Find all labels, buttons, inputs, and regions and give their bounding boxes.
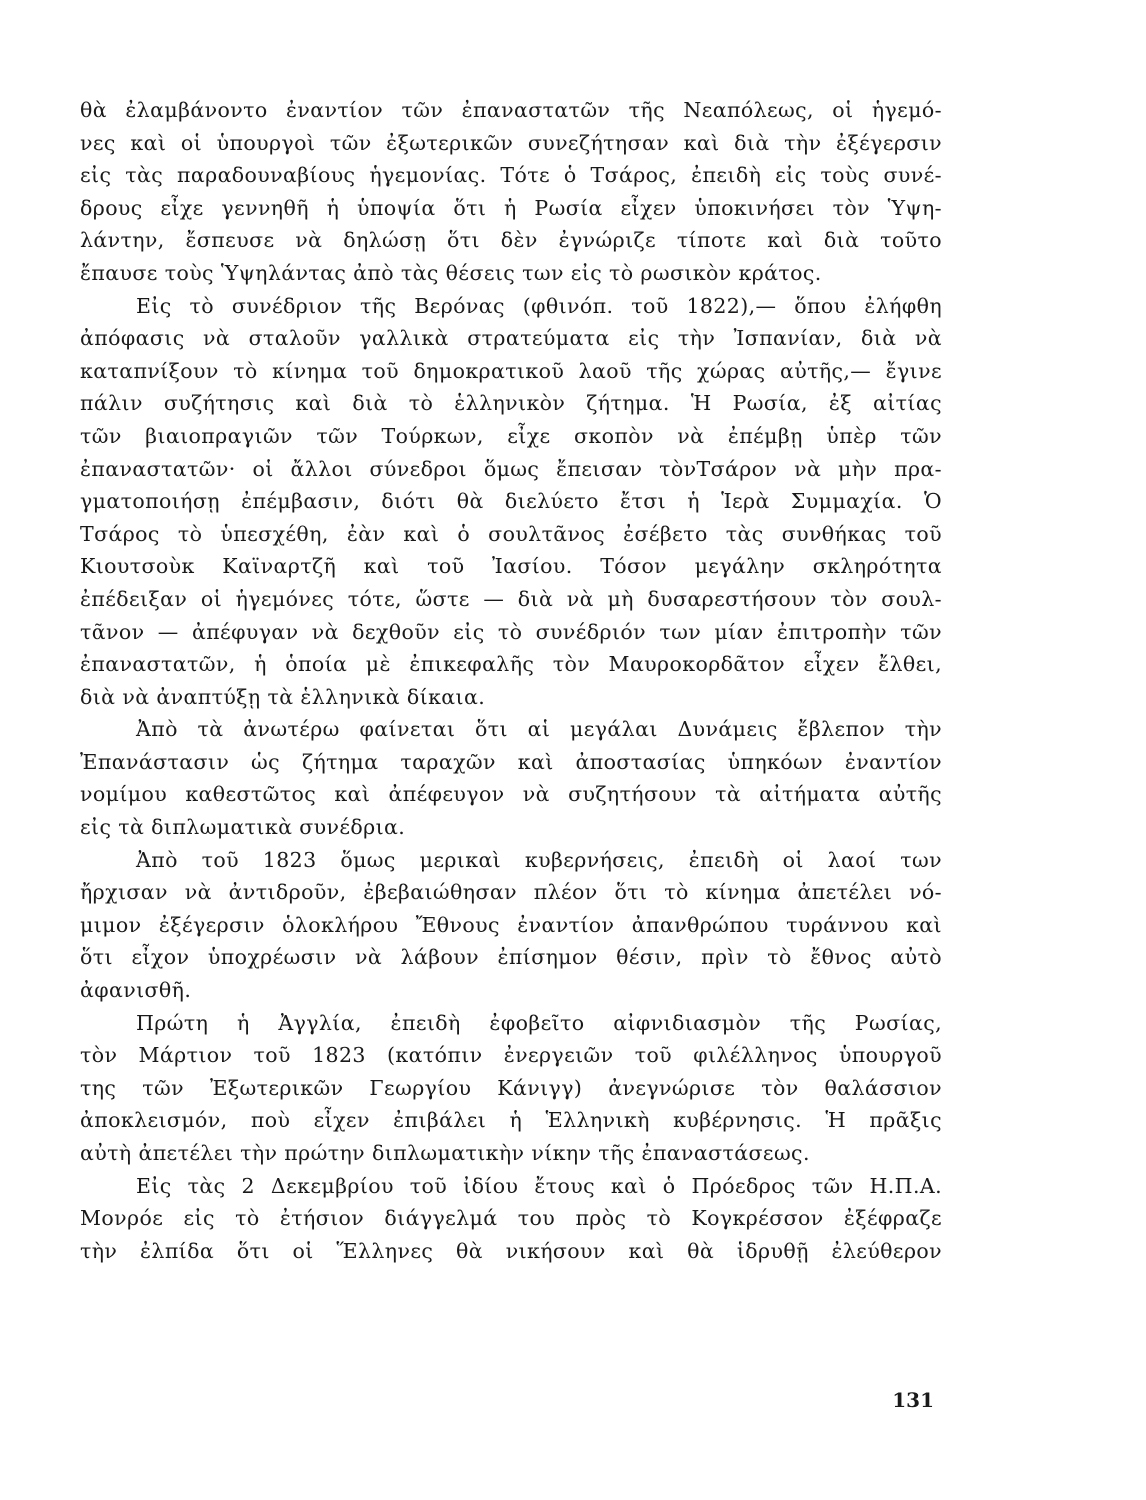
text-line: καταπνίξουν τὸ κίνημα τοῦ δημοκρατικοῦ λαοῦ τῆς χώρας αὐτῆς,— ἔγινε bbox=[80, 358, 942, 383]
text-line: εἰς τὰ διπλωματικὰ συνέδρια. bbox=[80, 815, 406, 840]
paragraph-start: Ἀπὸ τοῦ 1823 ὅμως μερικαὶ κυβερνήσεις, ἐπειδὴ οἱ λαοί των bbox=[136, 847, 942, 872]
text-line: ἔπαυσε τοὺς Ὑψηλάντας ἀπὸ τὰς θέσεις των εἰς τὸ ρωσικὸν κράτος. bbox=[80, 260, 822, 285]
text-line: τὴν ἐλπίδα ὅτι οἱ Ἕλληνες θὰ νικήσουν καὶ θὰ ἱδρυθῇ ἐλεύθερον bbox=[80, 1238, 942, 1263]
text-line: ὅτι εἶχον ὑποχρέωσιν νὰ λάβουν ἐπίσημον θέσιν, πρὶν τὸ ἔθνος αὐτὸ bbox=[80, 945, 942, 970]
text-line: Ἐπανάστασιν ὡς ζήτημα ταραχῶν καὶ ἀποστασίας ὑπηκόων ἐναντίον bbox=[80, 749, 942, 774]
text-line: αὐτὴ ἀπετέλει τὴν πρώτην διπλωματικὴν νίκην τῆς ἐπαναστάσεως. bbox=[80, 1141, 810, 1165]
paragraph-start: Εἰς τὰς 2 Δεκεμβρίου τοῦ ἰδίου ἔτους καὶ ὁ Πρόεδρος τῶν Η.Π.Α. bbox=[136, 1173, 942, 1198]
paragraph-start: Ἀπὸ τὰ ἀνωτέρω φαίνεται ὅτι αἱ μεγάλαι Δυνάμεις ἔβλεπον τὴν bbox=[136, 717, 942, 742]
text-line: γματοποιήσῃ ἐπέμβασιν, διότι θὰ διελύετο ἔτσι ἡ Ἱερὰ Συμμαχία. Ὁ bbox=[80, 489, 942, 514]
text-line: Τσάρος τὸ ὑπεσχέθη, ἐὰν καὶ ὁ σουλτᾶνος ἐσέβετο τὰς συνθήκας τοῦ bbox=[80, 521, 942, 546]
text-line: Μονρόε εἰς τὸ ἐτήσιον διάγγελμά του πρὸς τὸ Κογκρέσσον ἐξέφραζε bbox=[80, 1206, 942, 1231]
text-line: μιμον ἐξέγερσιν ὁλοκλήρου Ἔθνους ἐναντίον ἀπανθρώπου τυράννου καὶ bbox=[80, 912, 942, 937]
text-line: τῶν βιαιοπραγιῶν τῶν Τούρκων, εἶχε σκοπὸν νὰ ἐπέμβῃ ὑπὲρ τῶν bbox=[80, 423, 942, 448]
text-line: ἀποκλεισμόν, ποὺ εἶχεν ἐπιβάλει ἡ Ἑλληνικὴ κυβέρνησις. Ἡ πρᾶξις bbox=[80, 1108, 942, 1133]
paragraph-start: Πρώτη ἡ Ἀγγλία, ἐπειδὴ ἐφοβεῖτο αἰφνιδιασμὸν τῆς Ρωσίας, bbox=[136, 1010, 942, 1035]
text-line: διὰ νὰ ἀναπτύξῃ τὰ ἑλληνικὰ δίκαια. bbox=[80, 684, 486, 709]
text-line: ἀφανισθῆ. bbox=[80, 978, 192, 1003]
paragraph-start: Εἰς τὸ συνέδριον τῆς Βερόνας (φθινόπ. τοῦ 1822),— ὅπου ἐλήφθη bbox=[136, 293, 942, 318]
text-line: ἀπόφασις νὰ σταλοῦν γαλλικὰ στρατεύματα εἰς τὴν Ἰσπανίαν, διὰ νὰ bbox=[80, 326, 942, 351]
text-line: ἐπαναστατῶν, ἡ ὁποία μὲ ἐπικεφαλῆς τὸν Μαυροκορδᾶτον εἶχεν ἔλθει, bbox=[80, 652, 942, 677]
text-line: ἐπέδειξαν οἱ ἡγεμόνες τότε, ὥστε — διὰ νὰ μὴ δυσαρεστήσουν τὸν σουλ- bbox=[80, 586, 942, 611]
text-line: δρους εἶχε γεννηθῆ ἡ ὑποψία ὅτι ἡ Ρωσία εἶχεν ὑποκινήσει τὸν Ὑψη- bbox=[80, 195, 942, 220]
text-line: θὰ ἐλαμβάνοντο ἐναντίον τῶν ἐπαναστατῶν τῆς Νεαπόλεως, οἱ ἡγεμό- bbox=[80, 98, 942, 122]
text-line: τᾶνον — ἀπέφυγαν νὰ δεχθοῦν εἰς τὸ συνέδριόν των μίαν ἐπιτροπὴν τῶν bbox=[80, 619, 942, 644]
text-line: Κιουτσοὺκ Καϊναρτζῆ καὶ τοῦ Ἰασίου. Τόσον μεγάλην σκληρότητα bbox=[80, 554, 942, 579]
page-number: 131 bbox=[892, 1388, 934, 1412]
text-line: νες καὶ οἱ ὑπουργοὶ τῶν ἐξωτερικῶν συνεζήτησαν καὶ διὰ τὴν ἐξέγερσιν bbox=[80, 130, 942, 155]
text-line: νομίμου καθεστῶτος καὶ ἀπέφευγον νὰ συζητήσουν τὰ αἰτήματα αὐτῆς bbox=[80, 782, 942, 807]
text-line: της τῶν Ἐξωτερικῶν Γεωργίου Κάνιγγ) ἀνεγνώρισε τὸν θαλάσσιον bbox=[80, 1075, 942, 1100]
text-line: πάλιν συζήτησις καὶ διὰ τὸ ἑλληνικὸν ζήτημα. Ἡ Ρωσία, ἐξ αἰτίας bbox=[80, 391, 942, 416]
body-text bbox=[80, 94, 942, 1267]
text-line: λάντην, ἔσπευσε νὰ δηλώσῃ ὅτι δὲν ἐγνώριζε τίποτε καὶ διὰ τοῦτο bbox=[80, 228, 942, 253]
text-line: ἤρχισαν νὰ ἀντιδροῦν, ἐβεβαιώθησαν πλέον ὅτι τὸ κίνημα ἀπετέλει νό- bbox=[80, 880, 942, 905]
text-line: τὸν Μάρτιον τοῦ 1823 (κατόπιν ἐνεργειῶν τοῦ φιλέλληνος ὑπουργοῦ bbox=[80, 1043, 942, 1068]
text-line: εἰς τὰς παραδουναβίους ἡγεμονίας. Τότε ὁ Τσάρος, ἐπειδὴ εἰς τοὺς συνέ- bbox=[80, 163, 942, 188]
text-line: ἐπαναστατῶν· οἱ ἄλλοι σύνεδροι ὅμως ἔπεισαν τὸνΤσάρον νὰ μὴν πρα- bbox=[80, 456, 942, 481]
